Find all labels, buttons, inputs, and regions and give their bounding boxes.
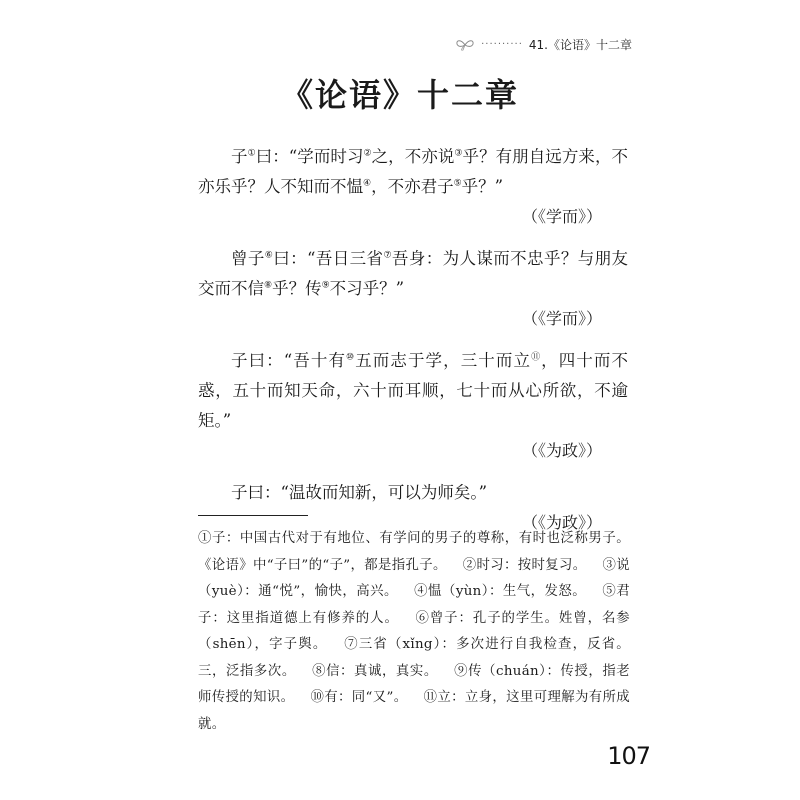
page-number: 107: [607, 742, 650, 770]
footnote-marker: ⑦: [383, 250, 392, 261]
passage-text: [198, 478, 628, 508]
passage-source: （《为政》）: [521, 513, 602, 532]
footnote-item: ④愠（yùn）：生气，发怒。: [413, 584, 587, 599]
footnote-item: ⑪立：立身，这里可理解为有所成就。: [198, 690, 630, 732]
butterfly-ornament-icon: [455, 38, 475, 52]
passage-segment: 乎？有朋自远方来，不亦乐乎？人不知而不愠: [198, 147, 628, 196]
header-dots: ··········: [481, 39, 523, 50]
passage-source: （《学而》）: [521, 207, 602, 226]
footnote-marker: ⑨: [321, 280, 330, 291]
passage-segment: 乎？传: [272, 279, 322, 298]
footnote-marker: ⑧: [264, 280, 273, 291]
passage-segment: 曰：“学而时习: [255, 147, 364, 166]
running-header: [455, 36, 632, 53]
passage-segment: 五而志于学，三十而立: [355, 351, 532, 370]
footnote-marker: ⑪: [531, 352, 542, 363]
page-title: 《论语》十二章: [280, 76, 519, 114]
running-title: 41.《论语》十二章: [528, 38, 632, 52]
footnotes: [198, 526, 630, 738]
passage-segment: ，四十而不惑，五十而知天命，六十而耳顺，七十而从心所欲，不逾矩。”: [198, 351, 628, 430]
footnote-rule: [198, 515, 308, 516]
footnote-item: ⑩有：同“又”。: [310, 690, 408, 705]
passage-text: [198, 346, 628, 436]
footnote-marker: ③: [454, 148, 463, 159]
passage-source: （《为政》）: [521, 441, 602, 460]
footnote-item: ⑦三省（xǐng）：多次进行自我检查，反省。三，泛指多次。: [198, 637, 630, 679]
passage-segment: 吾身：为人谋而不忠乎？与朋友交而不信: [198, 249, 629, 298]
footnote-item: ③说（yuè）：通“悦”，愉快，高兴。: [198, 557, 630, 599]
footnote-marker: ①: [247, 148, 256, 159]
passage-segment: ，不亦君子: [371, 177, 454, 196]
footnote-item: ⑧信：真诚，真实。: [311, 663, 438, 679]
footnote-marker: ⑤: [453, 178, 462, 189]
passage-source: （《学而》）: [521, 309, 602, 328]
footnote-marker: ④: [363, 178, 372, 189]
passages: [198, 142, 628, 550]
footnote-marker: ⑩: [346, 352, 356, 363]
footnote-item: ①子：中国古代对于有地位、有学问的男子的尊称，有时也泛称男子。《论语》中“子曰”的“子”，都是指孔子。: [198, 531, 630, 573]
passage-segment: 之，不亦说: [371, 147, 455, 166]
passage-segment: 子曰：“温故而知新，可以为师矣。”: [231, 483, 488, 502]
footnote-item: ⑤君子：这里指道德上有修养的人。: [198, 584, 630, 626]
passage-segment: 子: [231, 147, 248, 166]
footnote-marker: ②: [363, 148, 372, 159]
footnote-item: ⑨传（chuán）：传授，指老师传授的知识。: [198, 663, 630, 705]
passage-segment: 曾子: [231, 249, 265, 268]
passage-text: [198, 142, 628, 202]
passage-segment: 乎？”: [461, 177, 504, 196]
passage-segment: 子曰：“吾十有: [231, 351, 347, 370]
footnote-marker: ⑥: [264, 250, 274, 261]
passage-segment: 不习乎？”: [329, 279, 405, 298]
passage-text: [198, 244, 628, 304]
footnote-item: ⑥曾子：孔子的学生。姓曾，名参（shēn），字子舆。: [198, 610, 630, 652]
passage-segment: 曰：“吾日三省: [273, 249, 384, 268]
footnote-item: ②时习：按时复习。: [462, 557, 587, 573]
